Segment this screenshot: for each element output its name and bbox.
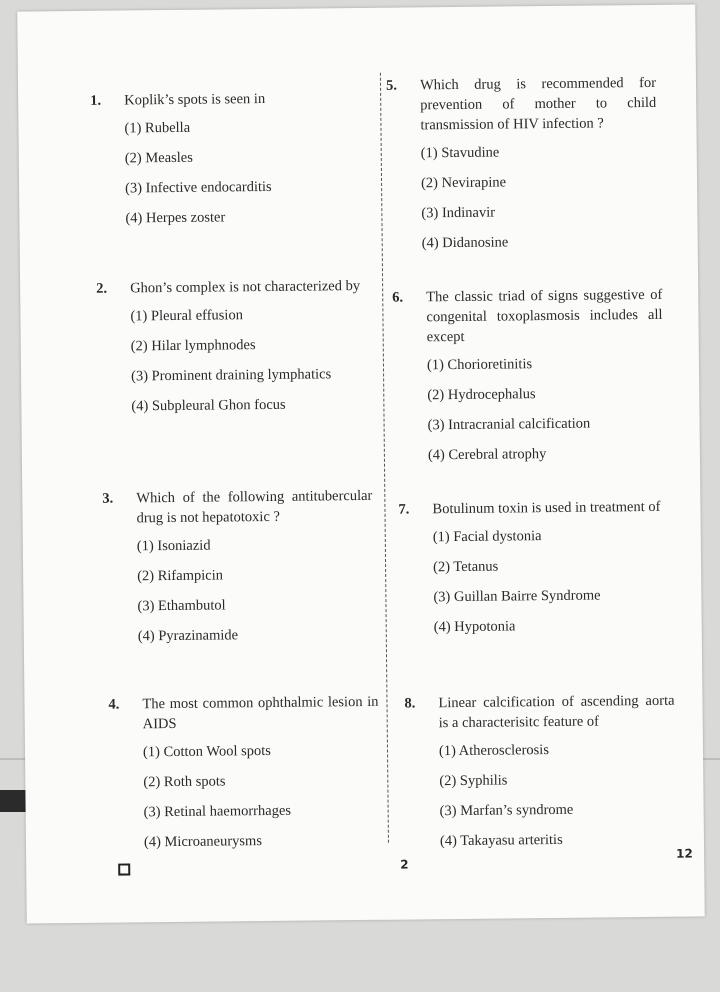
option: (1) Pleural effusion	[130, 307, 244, 325]
option: (2) Nevirapine	[420, 174, 507, 192]
question-number: 6.	[392, 289, 404, 306]
option: (3) Intracranial calcification	[427, 415, 591, 434]
option: (3) Retinal haemorrhages	[143, 802, 292, 821]
option: (4) Herpes zoster	[125, 209, 226, 227]
option: (2) Tetanus	[433, 558, 499, 576]
option: (2) Hilar lymphnodes	[130, 337, 256, 355]
option: (4) Subpleural Ghon focus	[131, 396, 286, 415]
option: (3) Marfan’s syndrome	[439, 801, 574, 820]
option-list	[439, 739, 676, 861]
exam-page	[17, 4, 705, 923]
option: (2) Syphilis	[439, 772, 508, 790]
sheet-code: 12	[676, 846, 693, 861]
question-number: 8.	[404, 695, 416, 712]
option-list	[427, 353, 664, 475]
question-8	[404, 691, 676, 862]
option: (4) Cerebral atrophy	[427, 446, 547, 464]
question-1	[90, 88, 362, 239]
question-number: 4.	[108, 696, 120, 713]
question-stem: Botulinum toxin is used in treatment of	[432, 498, 661, 518]
option: (1) Rubella	[124, 119, 191, 137]
option: (2) Measles	[124, 149, 193, 167]
option: (1) Atherosclerosis	[438, 742, 550, 760]
checkbox-mark-icon	[118, 863, 130, 875]
question-number: 1.	[90, 92, 102, 109]
option: (4) Microaneurysms	[143, 833, 263, 851]
question-stem: Which drug is recommended for prevention of mother to child transmission of HIV infection ?	[419, 74, 657, 134]
option: (1) Cotton Wool spots	[142, 742, 271, 761]
option: (4) Hypotonia	[433, 618, 516, 636]
question-stem: Koplik’s spots is seen in	[124, 90, 266, 109]
option-list	[124, 116, 361, 238]
option: (1) Chorioretinitis	[426, 356, 533, 374]
question-2	[96, 276, 368, 427]
option: (1) Isoniazid	[136, 537, 211, 555]
option-list	[421, 141, 658, 263]
option: (2) Rifampicin	[137, 567, 224, 585]
question-3	[102, 486, 374, 657]
option: (4) Takayasu arteritis	[439, 831, 563, 850]
question-stem: The most common ophthalmic lesion in AIDS	[142, 693, 379, 733]
option: (1) Facial dystonia	[432, 528, 542, 546]
page-number: 2	[400, 857, 409, 872]
question-6	[392, 285, 664, 476]
option: (3) Ethambutol	[137, 597, 226, 615]
question-number: 2.	[96, 280, 108, 297]
option-list	[143, 740, 380, 862]
question-5	[386, 73, 658, 264]
option-list	[130, 304, 367, 426]
option: (4) Didanosine	[421, 234, 509, 252]
option: (4) Pyrazinamide	[137, 627, 239, 645]
question-number: 7.	[398, 501, 410, 518]
question-number: 3.	[102, 490, 114, 507]
question-stem: Ghon’s complex is not characterized by	[130, 278, 361, 297]
option: (3) Infective endocarditis	[125, 178, 272, 197]
question-4	[108, 692, 380, 863]
option: (2) Hydrocephalus	[427, 386, 536, 404]
option: (2) Roth spots	[143, 773, 226, 791]
question-number: 5.	[385, 77, 397, 94]
option: (3) Indinavir	[421, 204, 496, 222]
question-stem: The classic triad of signs suggestive of congenital toxoplasmosis includes all except	[426, 286, 663, 346]
option: (3) Prominent draining lymphatics	[130, 366, 332, 385]
option-list	[433, 525, 670, 647]
option-list	[137, 534, 374, 656]
question-7	[398, 497, 670, 648]
option: (1) Stavudine	[420, 144, 500, 162]
question-stem: Linear calcification of ascending aorta is a characterisitc feature of	[438, 692, 675, 732]
option: (3) Guillan Bairre Syndrome	[433, 587, 601, 606]
question-stem: Which of the following antitubercular drug is not hepatotoxic ?	[136, 487, 373, 527]
